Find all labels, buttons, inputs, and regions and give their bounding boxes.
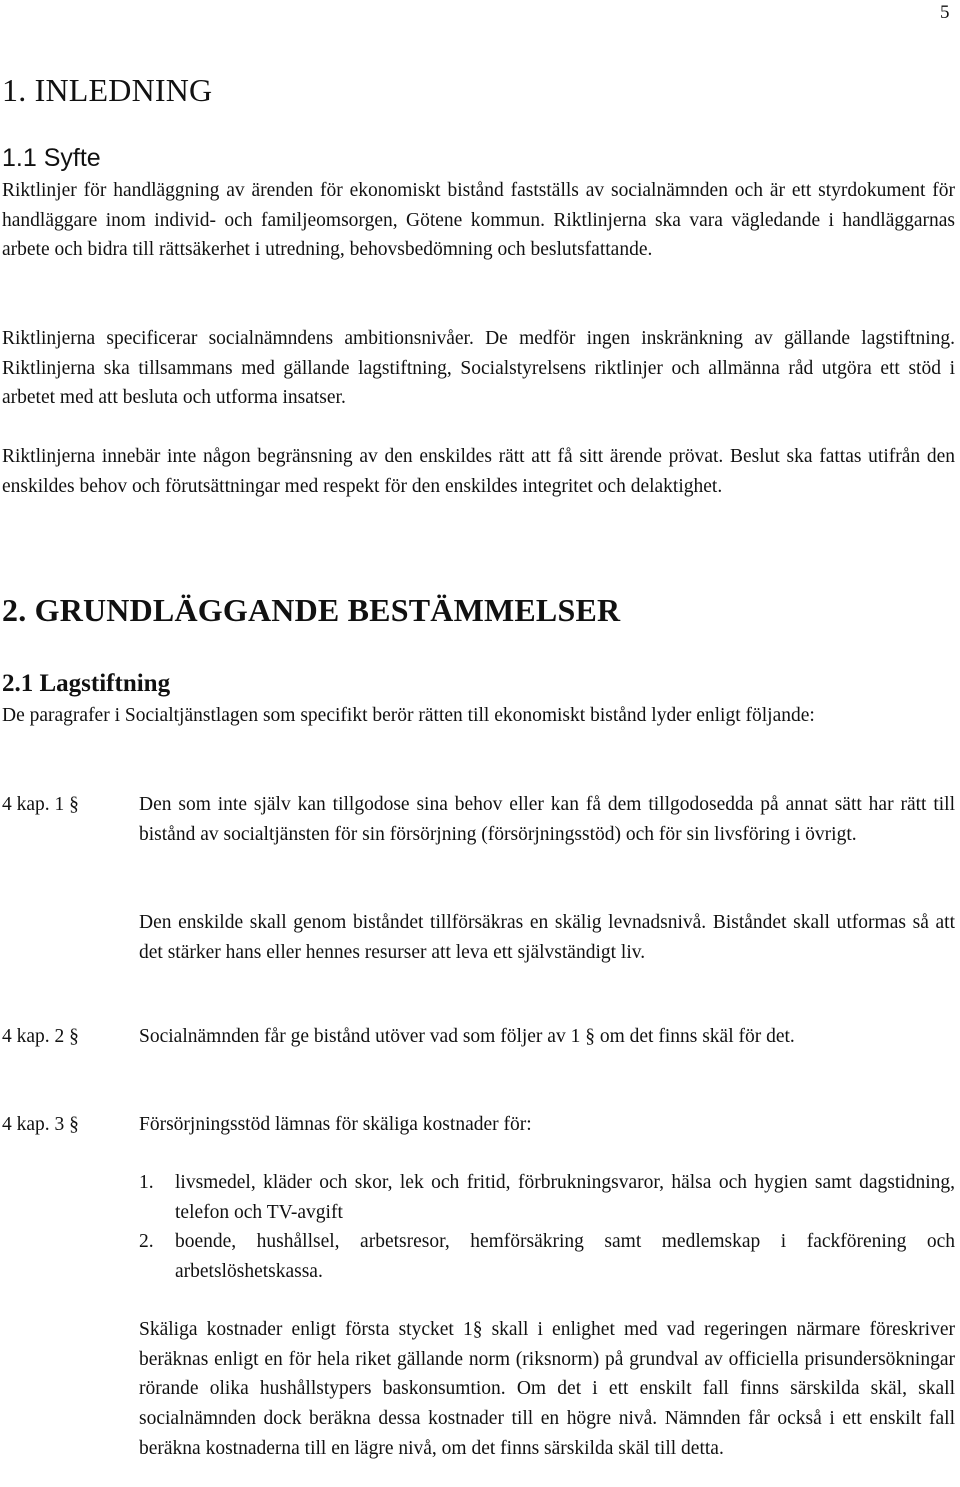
- law-4-3-paragraph-2: Skäliga kostnader enligt första stycket 1§ skall i enlighet med vad regeringen närmare föreskriver beräknas enligt en för hela riket gällande norm (riksnorm) på grundval av officiella prisundersökningar rörande olika hushållstypers baskonsumtion. Om det i ett enskilt fall finns särskilda skäl, skall socialnämnden dock beräkna dessa kostnader till en högre nivå. Nämnden får också i ett enskilt fall beräkna kostnaderna till en lägre nivå, om det finns särskilda skäl till detta.: [139, 1319, 955, 1459]
- law-4-1-paragraph-2: Den enskilde skall genom biståndet tillförsäkras en skälig levnadsnivå. Biståndet skall utformas så att det stärker hans eller hennes resurser att leva ett självständigt liv.: [139, 912, 955, 963]
- subsection-heading-lagstiftning: 2.1 Lagstiftning: [2, 670, 171, 697]
- law-4-3-paragraph-1: Försörjningsstöd lämnas för skäliga kostnader för:: [139, 1114, 532, 1135]
- section-heading-grundlaggande-bestammelser: 2. GRUNDLÄGGANDE BESTÄMMELSER: [2, 592, 621, 628]
- list-item-number: 1.: [139, 1172, 154, 1193]
- page-number: 5: [940, 2, 950, 23]
- list-item-number: 2.: [139, 1231, 154, 1252]
- law-label-4-3: 4 kap. 3 §: [2, 1114, 79, 1135]
- law-label-4-1: 4 kap. 1 §: [2, 794, 79, 815]
- law-label-4-2: 4 kap. 2 §: [2, 1026, 79, 1047]
- list-item: [139, 1227, 955, 1286]
- list-item-text: livsmedel, kläder och skor, lek och fritid, förbrukningsvaror, hälsa och hygien samt dagstidning, telefon och TV-avgift: [175, 1172, 955, 1223]
- lagstiftning-intro: De paragrafer i Socialtjänstlagen som specifikt berör rätten till ekonomiskt bistånd lyder enligt följande:: [2, 705, 815, 726]
- law-4-1-paragraph-1: Den som inte själv kan tillgodose sina behov eller kan få dem tillgodosedda på annat sätt har rätt till bistånd av socialtjänsten för sin försörjning (försörjningsstöd) och för sin livsföring i övrigt.: [139, 794, 955, 845]
- list-item-text: boende, hushållsel, arbetsresor, hemförsäkring samt medlemskap i fackförening och arbetslöshetskassa.: [175, 1231, 955, 1282]
- list-item: [139, 1168, 955, 1227]
- syfte-paragraph-3: Riktlinjerna innebär inte någon begränsning av den enskildes rätt att få sitt ärende prövat. Beslut ska fattas utifrån den enskildes behov och förutsättningar med respekt för den enskildes integritet och delaktighet.: [2, 446, 955, 497]
- law-4-2-paragraph-1: Socialnämnden får ge bistånd utöver vad som följer av 1 § om det finns skäl för det.: [139, 1026, 795, 1047]
- section-heading-inledning: 1. INLEDNING: [2, 72, 213, 108]
- subsection-heading-syfte: 1.1 Syfte: [2, 144, 101, 172]
- syfte-paragraph-1: Riktlinjer för handläggning av ärenden för ekonomiskt bistånd fastställs av socialnämnden och är ett styrdokument för handläggare inom individ- och familjeomsorgen, Götene kommun. Riktlinjerna ska vara vägledande i handläggarnas arbete och bidra till rättsäkerhet i utredning, behovsbedömning och beslutsfattande.: [2, 180, 955, 261]
- syfte-paragraph-2: Riktlinjerna specificerar socialnämndens ambitionsnivåer. De medför ingen inskränkning av gällande lagstiftning. Riktlinjerna ska tillsammans med gällande lagstiftning, Socialstyrelsens riktlinjer och allmänna råd utgöra ett stöd i arbetet med att besluta och utforma insatser.: [2, 328, 955, 409]
